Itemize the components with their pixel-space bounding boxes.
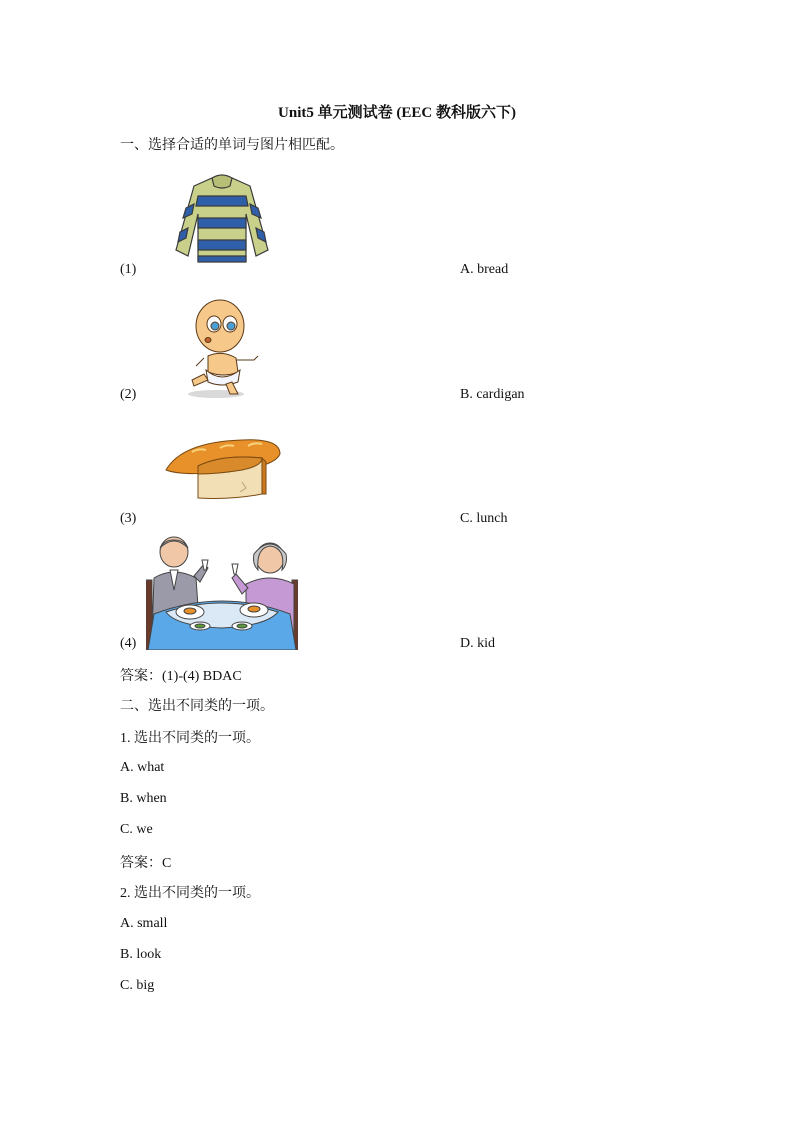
question-1-option-a: A. what — [120, 760, 165, 775]
question-1-stem: 1. 选出不同类的一项。 — [120, 731, 260, 746]
option-a: A. bread — [460, 262, 509, 277]
section1-heading: 一、选择合适的单词与图片相匹配。 — [120, 138, 344, 153]
question-1-answer: 答案：C — [120, 856, 172, 871]
item-2-number: (2) — [120, 387, 137, 402]
question-2-option-a: A. small — [120, 916, 168, 931]
question-2-option-c: C. big — [120, 978, 155, 993]
baby-picture — [186, 294, 266, 398]
option-c: C. lunch — [460, 511, 508, 526]
section1-answer: 答案：(1)-(4) BDAC — [120, 669, 242, 684]
option-b: B. cardigan — [460, 387, 525, 402]
option-d: D. kid — [460, 636, 495, 651]
item-4-number: (4) — [120, 636, 137, 651]
page-title: Unit5 单元测试卷 (EEC 教科版六下) — [278, 105, 516, 121]
bread-picture — [162, 436, 284, 502]
item-3-number: (3) — [120, 511, 137, 526]
question-2-option-b: B. look — [120, 947, 162, 962]
section2-heading: 二、选出不同类的一项。 — [120, 699, 274, 714]
question-1-option-b: B. when — [120, 791, 167, 806]
sweater-picture — [172, 172, 272, 264]
elderly-couple-lunch-picture — [146, 534, 298, 650]
question-2-stem: 2. 选出不同类的一项。 — [120, 886, 260, 901]
question-1-option-c: C. we — [120, 822, 153, 837]
item-1-number: (1) — [120, 262, 137, 277]
